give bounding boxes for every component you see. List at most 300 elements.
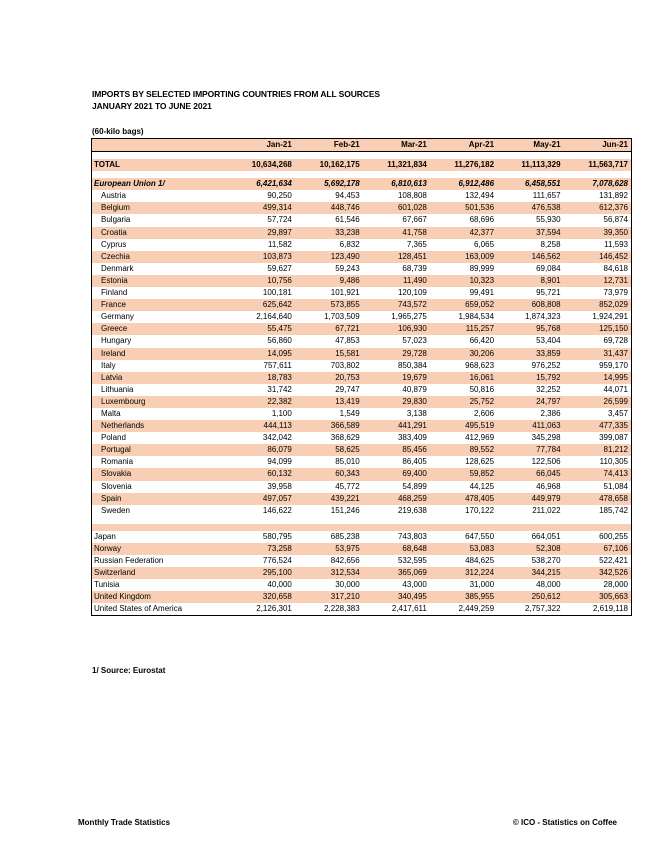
country-label: Russian Federation (94, 556, 164, 565)
value-cell: 411,063 (497, 420, 564, 432)
country-label: Malta (101, 408, 121, 418)
value-cell: 68,739 (402, 263, 427, 273)
table-row (92, 481, 632, 493)
value-cell: 51,084 (603, 481, 628, 491)
value-cell: 15,581 (295, 348, 363, 360)
value-cell: 685,238 (330, 531, 360, 541)
value-cell: 123,490 (295, 251, 363, 263)
value-cell: 342,526 (564, 567, 632, 579)
value-cell: 441,291 (363, 420, 430, 432)
value-cell: 6,065 (474, 239, 495, 249)
value-cell: 1,549 (339, 408, 360, 418)
value-cell: 368,629 (330, 433, 360, 443)
value-cell: 20,753 (295, 372, 363, 384)
header-row (92, 139, 632, 152)
value-cell: 320,658 (227, 591, 295, 603)
value-cell: 6,421,634 (227, 178, 295, 190)
value-cell: 31,742 (267, 384, 292, 394)
value-cell: 399,087 (599, 433, 628, 443)
value-cell: 1,100 (271, 408, 292, 418)
table-row (92, 227, 632, 239)
value-cell: 3,138 (406, 408, 427, 418)
spacer-row (92, 524, 632, 531)
value-cell: 11,582 (267, 239, 292, 249)
spacer-cell (92, 524, 632, 531)
value-cell: 46,968 (536, 481, 561, 491)
table-row (92, 299, 632, 311)
country-label: Lithuania (101, 384, 134, 394)
value-cell: 24,797 (497, 396, 564, 408)
value-cell: 53,975 (295, 543, 363, 555)
value-cell: 10,323 (430, 275, 497, 287)
value-cell: 2,757,322 (524, 604, 561, 614)
table-row (92, 323, 632, 335)
value-cell: 99,491 (469, 288, 495, 298)
value-cell: 94,099 (267, 457, 292, 467)
value-cell: 59,627 (267, 263, 292, 273)
value-cell: 366,589 (295, 420, 363, 432)
value-cell: 2,164,640 (256, 312, 292, 322)
country-label: Slovenia (101, 481, 132, 491)
value-cell: 8,258 (540, 239, 561, 249)
country-label: Ireland (92, 348, 228, 360)
value-cell: 110,305 (599, 457, 628, 467)
table-row (92, 603, 632, 616)
value-cell: 29,747 (335, 384, 360, 394)
table-body (92, 152, 632, 616)
value-cell: 449,979 (497, 493, 564, 505)
column-header: May-21 (497, 139, 564, 152)
value-cell: 573,855 (295, 299, 363, 311)
value-cell: 125,150 (564, 323, 632, 335)
value-cell: 757,611 (263, 360, 292, 370)
value-cell: 499,314 (227, 202, 295, 214)
footer-publication: Monthly Trade Statistics (78, 818, 171, 827)
footer-copyright: © ICO - Statistics on Coffee (512, 818, 617, 827)
value-cell: 15,792 (497, 372, 564, 384)
value-cell: 14,995 (564, 372, 632, 384)
value-cell: 14,095 (227, 348, 295, 360)
value-cell: 448,746 (295, 202, 363, 214)
value-cell: 59,243 (335, 263, 360, 273)
table-row (92, 348, 632, 360)
value-cell: 100,181 (262, 288, 292, 298)
value-cell: 476,538 (497, 202, 564, 214)
table-row (92, 360, 632, 372)
country-label: Finland (101, 288, 128, 298)
value-cell: 108,808 (397, 191, 427, 201)
value-cell: 10,162,175 (295, 159, 363, 171)
value-cell: 18,783 (227, 372, 295, 384)
value-cell: 2,417,611 (391, 604, 427, 614)
value-cell: 40,879 (402, 384, 427, 394)
value-cell: 101,921 (330, 288, 360, 298)
country-label: Portugal (92, 444, 228, 456)
country-label: Belgium (92, 202, 228, 214)
value-cell: 77,784 (497, 444, 564, 456)
spacer-cell (92, 517, 632, 524)
table-row (92, 214, 632, 226)
value-cell: 66,420 (469, 336, 495, 346)
country-label: Czechia (92, 251, 228, 263)
imports-table (91, 138, 632, 616)
value-cell: 478,405 (430, 493, 497, 505)
value-cell: 703,802 (330, 360, 360, 370)
table-row (92, 311, 632, 323)
value-cell: 61,546 (335, 215, 360, 225)
value-cell: 28,000 (603, 580, 628, 590)
value-cell: 11,113,329 (497, 159, 564, 171)
table-row (92, 493, 632, 505)
value-cell: 959,170 (599, 360, 628, 370)
value-cell: 743,803 (397, 531, 427, 541)
value-cell: 44,071 (603, 384, 628, 394)
value-cell: 39,350 (564, 227, 632, 239)
value-cell: 13,419 (295, 396, 363, 408)
table-row (92, 505, 632, 517)
value-cell: 412,969 (465, 433, 495, 443)
value-cell: 95,721 (536, 288, 561, 298)
value-cell: 68,696 (469, 215, 495, 225)
report-title: IMPORTS BY SELECTED IMPORTING COUNTRIES FROM ALL SOURCES (92, 89, 380, 99)
country-label: Bulgaria (101, 215, 131, 225)
country-label: Tunisia (94, 580, 120, 590)
value-cell: 312,534 (295, 567, 363, 579)
value-cell: 7,078,628 (564, 178, 632, 190)
value-cell: 968,623 (465, 360, 495, 370)
value-cell: 12,731 (564, 275, 632, 287)
column-header: Apr-21 (430, 139, 497, 152)
value-cell: 495,519 (430, 420, 497, 432)
value-cell: 468,259 (363, 493, 430, 505)
spacer-row (92, 517, 632, 524)
value-cell: 1,924,291 (592, 312, 628, 322)
value-cell: 477,335 (564, 420, 632, 432)
value-cell: 67,106 (564, 543, 632, 555)
value-cell: 31,000 (469, 580, 495, 590)
table-row (92, 396, 632, 408)
value-cell: 131,892 (599, 191, 628, 201)
value-cell: 69,728 (603, 336, 628, 346)
value-cell: 89,999 (469, 263, 495, 273)
value-cell: 29,897 (227, 227, 295, 239)
value-cell: 50,816 (469, 384, 495, 394)
table-row (92, 384, 632, 396)
value-cell: 85,010 (335, 457, 360, 467)
country-label: Netherlands (92, 420, 228, 432)
value-cell: 89,552 (430, 444, 497, 456)
value-cell: 342,042 (262, 433, 292, 443)
table-row (92, 275, 632, 287)
value-cell: 439,221 (295, 493, 363, 505)
value-cell: 305,663 (564, 591, 632, 603)
value-cell: 39,958 (267, 481, 292, 491)
country-label: Romania (101, 457, 134, 467)
value-cell: 132,494 (465, 191, 495, 201)
value-cell: 73,258 (227, 543, 295, 555)
value-cell: 85,456 (363, 444, 430, 456)
country-label: European Union 1/ (92, 178, 228, 190)
country-label: United States of America (94, 604, 183, 614)
country-label: Japan (94, 531, 116, 541)
value-cell: 42,377 (430, 227, 497, 239)
source-note: 1/ Source: Eurostat (92, 666, 166, 675)
value-cell: 74,413 (564, 468, 632, 480)
value-cell: 850,384 (397, 360, 427, 370)
value-cell: 146,452 (564, 251, 632, 263)
value-cell: 2,386 (540, 408, 561, 418)
value-cell: 128,625 (465, 457, 495, 467)
value-cell: 6,810,613 (363, 178, 430, 190)
value-cell: 94,453 (335, 191, 360, 201)
value-cell: 1,874,323 (524, 312, 561, 322)
table-row (92, 202, 632, 214)
value-cell: 10,634,268 (227, 159, 295, 171)
value-cell: 111,657 (532, 191, 561, 201)
value-cell: 625,642 (227, 299, 295, 311)
value-cell: 146,622 (262, 505, 292, 515)
value-cell: 86,079 (227, 444, 295, 456)
table-row (92, 468, 632, 480)
table-row (92, 591, 632, 603)
value-cell: 146,562 (497, 251, 564, 263)
table-row (92, 432, 632, 444)
value-cell: 48,000 (536, 580, 561, 590)
country-label: Spain (92, 493, 228, 505)
value-cell: 345,298 (531, 433, 561, 443)
value-cell: 90,250 (267, 191, 292, 201)
table-row (92, 408, 632, 420)
value-cell: 84,618 (603, 263, 628, 273)
country-label: Italy (101, 360, 116, 370)
country-label: Poland (101, 433, 126, 443)
country-label: Switzerland (92, 567, 228, 579)
header-label-cell (92, 139, 228, 152)
value-cell: 47,853 (335, 336, 360, 346)
value-cell: 538,270 (531, 556, 561, 565)
column-header: Jan-21 (227, 139, 295, 152)
value-cell: 2,449,259 (458, 604, 495, 614)
value-cell: 170,122 (465, 505, 495, 515)
country-label: Denmark (101, 263, 134, 273)
value-cell: 312,224 (430, 567, 497, 579)
value-cell: 2,606 (474, 408, 495, 418)
table-row (92, 420, 632, 432)
country-label: Germany (101, 312, 134, 322)
spacer-row (92, 152, 632, 160)
value-cell: 1,984,534 (458, 312, 495, 322)
country-label: Hungary (101, 336, 132, 346)
value-cell: 976,252 (531, 360, 561, 370)
country-label: Luxembourg (92, 396, 228, 408)
value-cell: 211,022 (532, 505, 561, 515)
country-label: Cyprus (101, 239, 127, 249)
country-label: United Kingdom (92, 591, 228, 603)
table-row (92, 531, 632, 543)
value-cell: 317,210 (295, 591, 363, 603)
value-cell: 69,084 (536, 263, 561, 273)
value-cell: 66,045 (497, 468, 564, 480)
value-cell: 219,638 (397, 505, 427, 515)
value-cell: 295,100 (227, 567, 295, 579)
value-cell: 11,563,717 (564, 159, 632, 171)
unit-label: (60-kilo bags) (92, 127, 144, 136)
country-label: Greece (92, 323, 228, 335)
table-row (92, 555, 632, 567)
value-cell: 106,930 (363, 323, 430, 335)
value-cell: 25,752 (430, 396, 497, 408)
value-cell: 55,475 (227, 323, 295, 335)
value-cell: 52,308 (497, 543, 564, 555)
value-cell: 6,832 (339, 239, 360, 249)
value-cell: 120,109 (397, 288, 427, 298)
table-row (92, 372, 632, 384)
value-cell: 22,382 (227, 396, 295, 408)
value-cell: 478,658 (564, 493, 632, 505)
country-label: Latvia (92, 372, 228, 384)
value-cell: 600,255 (599, 531, 628, 541)
value-cell: 103,873 (227, 251, 295, 263)
value-cell: 647,550 (465, 531, 495, 541)
value-cell: 1,703,509 (324, 312, 360, 322)
value-cell: 67,721 (295, 323, 363, 335)
value-cell: 7,365 (406, 239, 427, 249)
value-cell: 68,648 (363, 543, 430, 555)
table-row (92, 263, 632, 275)
value-cell: 40,000 (267, 580, 292, 590)
spacer-cell (92, 152, 632, 160)
value-cell: 2,126,301 (256, 604, 292, 614)
value-cell: 11,490 (363, 275, 430, 287)
value-cell: 501,536 (430, 202, 497, 214)
value-cell: 612,376 (564, 202, 632, 214)
value-cell: 56,874 (603, 215, 628, 225)
value-cell: 250,612 (497, 591, 564, 603)
value-cell: 55,930 (536, 215, 561, 225)
value-cell: 1,965,275 (391, 312, 427, 322)
value-cell: 532,595 (397, 556, 427, 565)
value-cell: 41,758 (363, 227, 430, 239)
table-row (92, 159, 632, 171)
value-cell: 5,692,178 (295, 178, 363, 190)
value-cell: 43,000 (402, 580, 427, 590)
value-cell: 95,768 (497, 323, 564, 335)
country-label: Norway (92, 543, 228, 555)
value-cell: 29,830 (363, 396, 430, 408)
column-header: Mar-21 (363, 139, 430, 152)
value-cell: 776,524 (262, 556, 292, 565)
value-cell: 2,228,383 (324, 604, 360, 614)
value-cell: 37,594 (497, 227, 564, 239)
value-cell: 385,955 (430, 591, 497, 603)
table-row (92, 567, 632, 579)
value-cell: 57,023 (402, 336, 427, 346)
value-cell: 86,405 (402, 457, 427, 467)
value-cell: 81,212 (564, 444, 632, 456)
value-cell: 53,083 (430, 543, 497, 555)
table-row (92, 190, 632, 202)
value-cell: 522,421 (599, 556, 628, 565)
value-cell: 33,859 (497, 348, 564, 360)
value-cell: 32,252 (536, 384, 561, 394)
table-row (92, 456, 632, 468)
value-cell: 10,756 (227, 275, 295, 287)
value-cell: 852,029 (564, 299, 632, 311)
value-cell: 9,486 (295, 275, 363, 287)
table-row (92, 335, 632, 347)
country-label: Croatia (92, 227, 228, 239)
value-cell: 580,795 (262, 531, 292, 541)
value-cell: 185,742 (599, 505, 628, 515)
table-row (92, 239, 632, 251)
value-cell: 29,728 (363, 348, 430, 360)
country-label: Estonia (92, 275, 228, 287)
value-cell: 11,276,182 (430, 159, 497, 171)
value-cell: 57,724 (267, 215, 292, 225)
value-cell: 59,852 (430, 468, 497, 480)
value-cell: 11,321,834 (363, 159, 430, 171)
value-cell: 19,679 (363, 372, 430, 384)
value-cell: 664,051 (531, 531, 561, 541)
value-cell: 60,132 (227, 468, 295, 480)
table-row (92, 444, 632, 456)
country-label: France (92, 299, 228, 311)
table-row (92, 251, 632, 263)
value-cell: 69,400 (363, 468, 430, 480)
spacer-row (92, 171, 632, 178)
value-cell: 601,028 (363, 202, 430, 214)
value-cell: 8,901 (497, 275, 564, 287)
country-label: Austria (101, 191, 126, 201)
value-cell: 163,009 (430, 251, 497, 263)
value-cell: 444,113 (227, 420, 295, 432)
value-cell: 128,451 (363, 251, 430, 263)
value-cell: 2,619,118 (593, 604, 628, 614)
value-cell: 6,458,551 (497, 178, 564, 190)
value-cell: 3,457 (607, 408, 628, 418)
country-label: Slovakia (92, 468, 228, 480)
report-period: JANUARY 2021 TO JUNE 2021 (92, 101, 212, 111)
value-cell: 30,000 (335, 580, 360, 590)
country-label: Sweden (101, 505, 130, 515)
value-cell: 659,052 (430, 299, 497, 311)
column-header: Jun-21 (564, 139, 632, 152)
value-cell: 365,069 (363, 567, 430, 579)
value-cell: 122,506 (531, 457, 561, 467)
value-cell: 60,343 (295, 468, 363, 480)
value-cell: 151,246 (330, 505, 360, 515)
value-cell: 743,572 (363, 299, 430, 311)
value-cell: 31,437 (564, 348, 632, 360)
value-cell: 30,206 (430, 348, 497, 360)
value-cell: 56,860 (267, 336, 292, 346)
value-cell: 383,409 (397, 433, 427, 443)
value-cell: 16,061 (430, 372, 497, 384)
spacer-cell (92, 171, 632, 178)
value-cell: 11,593 (604, 239, 628, 249)
value-cell: 497,057 (227, 493, 295, 505)
country-label: TOTAL (92, 159, 228, 171)
value-cell: 44,125 (469, 481, 495, 491)
value-cell: 6,912,486 (430, 178, 497, 190)
value-cell: 45,772 (335, 481, 360, 491)
value-cell: 33,238 (295, 227, 363, 239)
value-cell: 58,625 (295, 444, 363, 456)
value-cell: 67,667 (402, 215, 427, 225)
value-cell: 53,404 (536, 336, 561, 346)
table-row (92, 287, 632, 299)
value-cell: 115,257 (430, 323, 497, 335)
